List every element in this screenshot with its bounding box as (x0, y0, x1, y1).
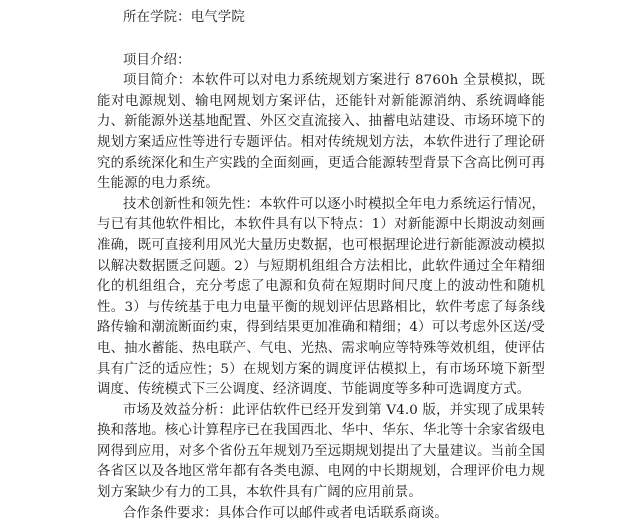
paragraph-cooperation: 合作条件要求：具体合作可以邮件或者电话联系商谈。 (123, 505, 448, 521)
college-line: 所在学院：电气学院 (123, 10, 245, 25)
intro-heading: 项目介绍： (123, 52, 191, 68)
document-body (97, 0, 545, 524)
blank-line (97, 29, 545, 49)
paragraph-project-summary: 项目简介：本软件可以对电力系统规划方案进行 8760h 全景模拟，既能对电源规划、输电网规划方案评估，还能针对新能源消纳、系统调峰能力、新能源外送基地配置、外区交直流接入、抽蓄电站建设、市场环境下的规划方案适应性等进行专题评估。相对传统规划方法，本软件进行了理论研究的系统深化和生产实践的全面刻画，更适合能源转型背景下含高比例可再生能源的电力系统。 (97, 73, 545, 192)
paragraph-market-benefit: 市场及效益分析：此评估软件已经开发到第 V4.0 版，并实现了成果转换和落地。核心计算程序已在我国西北、华中、华东、华北等十余家省级电网得到应用，对多个省份五年规划乃至远期规划提出了大量建议。当前全国各省区以及各地区常年都有各类电源、电网的中长期规划，合理评价电力规划方案缺少有力的工具，本软件具有广阔的应用前景。 (97, 402, 545, 501)
paragraph-innovation: 技术创新性和领先性：本软件可以逐小时模拟全年电力系统运行情况，与已有其他软件相比，本软件具有以下特点：1）对新能源中长期波动刻画准确，既可直接利用风光大量历史数据，也可根据理论进行新能源波动模拟以解决数据匮乏问题。2）与短期机组组合方法相比，此软件通过全年精细化的机组组合，充分考虑了电源和负荷在短期时间尺度上的波动性和随机性。3）与传统基于电力电量平衡的规划评估思路相比，软件考虑了每条线路传输和潮流断面约束，得到结果更加准确和精细；4）可以考虑外区送/受电、抽水蓄能、热电联产、气电、光热、需求响应等特殊等效机组，使评估具有广泛的适应性；5）在规划方案的调度评估模拟上，有市场环境下新型调度、传统模式下三公调度、经济调度、节能调度等多种可选调度方式。 (97, 196, 545, 398)
